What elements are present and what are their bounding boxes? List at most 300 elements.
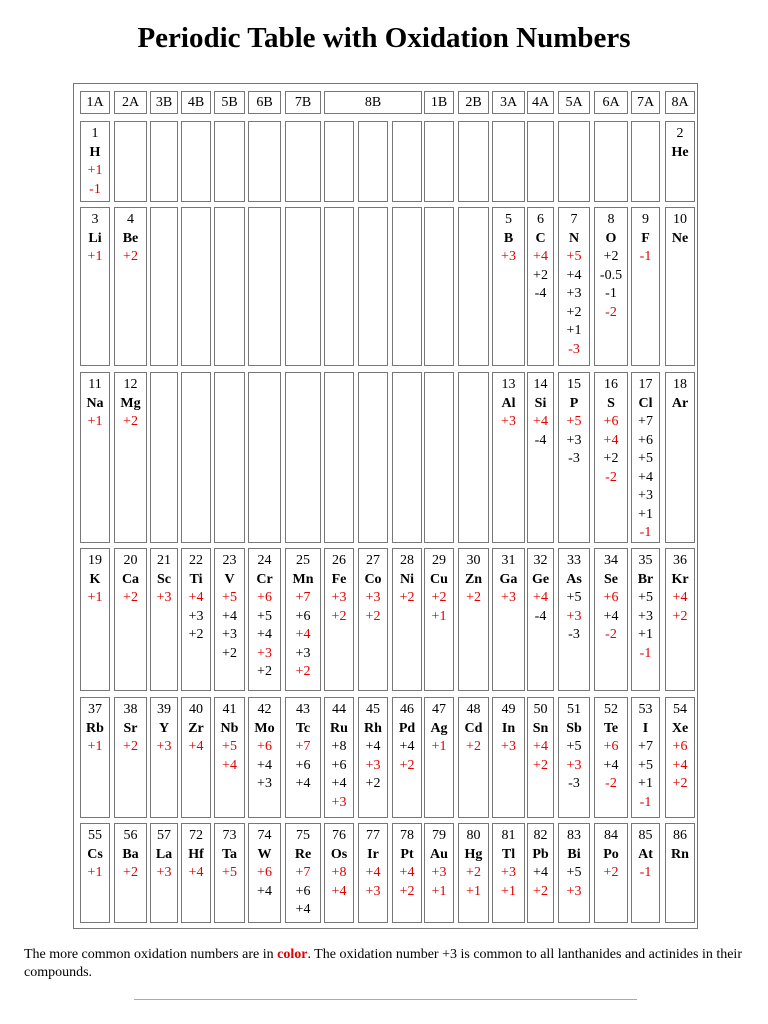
oxidation-number: +4 xyxy=(295,627,311,642)
oxidation-number: +2 xyxy=(123,865,138,880)
element-symbol: Te xyxy=(603,720,619,736)
element-symbol: K xyxy=(89,571,101,587)
oxidation-number: +3 xyxy=(566,757,582,773)
oxidation-number: -3 xyxy=(568,627,580,642)
atomic-number: 41 xyxy=(222,702,237,717)
element-cell xyxy=(665,207,695,366)
oxidation-number: +2 xyxy=(257,664,272,679)
element-cell xyxy=(631,207,660,366)
element-symbol: Cl xyxy=(638,395,653,411)
oxidation-number: -3 xyxy=(568,341,580,357)
empty-cell xyxy=(392,207,422,366)
oxidation-number: +3 xyxy=(566,286,582,301)
empty-cell xyxy=(458,372,489,543)
atomic-number: 28 xyxy=(400,553,414,568)
group-header: 4A xyxy=(527,91,554,114)
element-symbol: O xyxy=(605,230,617,246)
element-cell xyxy=(150,823,178,923)
atomic-number: 80 xyxy=(466,828,481,843)
atomic-number: 72 xyxy=(189,828,203,843)
group-header: 2B xyxy=(458,91,489,114)
element-symbol: Zr xyxy=(188,720,204,736)
atomic-number: 47 xyxy=(432,702,446,717)
empty-cell xyxy=(181,207,211,366)
empty-cell xyxy=(631,121,660,202)
atomic-number: 44 xyxy=(332,702,346,717)
element-cell xyxy=(527,372,554,543)
element-cell xyxy=(631,548,660,691)
element-cell xyxy=(527,697,554,818)
element-cell xyxy=(248,697,281,818)
oxidation-number: +1 xyxy=(87,590,103,605)
element-cell xyxy=(392,697,422,818)
empty-cell xyxy=(424,121,454,202)
element-cell xyxy=(424,548,454,691)
empty-cell xyxy=(358,121,388,202)
empty-cell xyxy=(150,207,178,366)
oxidation-number: +6 xyxy=(603,414,619,429)
element-symbol: Co xyxy=(364,571,382,587)
oxidation-number: +6 xyxy=(638,432,653,448)
group-header: 7B xyxy=(285,91,321,114)
element-cell xyxy=(558,372,590,543)
element-symbol: Hg xyxy=(464,846,483,862)
element-symbol: P xyxy=(569,395,579,411)
oxidation-number: +2 xyxy=(399,883,415,899)
element-cell xyxy=(150,548,178,691)
group-header: 6B xyxy=(248,91,281,114)
oxidation-number: +7 xyxy=(295,739,311,754)
element-symbol: At xyxy=(638,846,653,862)
oxidation-number: +1 xyxy=(87,739,103,754)
atomic-number: 43 xyxy=(296,702,310,717)
oxidation-number: -0.5 xyxy=(599,267,623,283)
group-header: 3A xyxy=(492,91,525,114)
oxidation-number: +5 xyxy=(222,865,237,880)
element-cell xyxy=(80,823,110,923)
oxidation-number: +3 xyxy=(501,249,516,264)
oxidation-number: +2 xyxy=(603,865,619,880)
atomic-number: 75 xyxy=(296,828,310,843)
footnote-text: The more common oxidation numbers are in xyxy=(24,947,278,962)
empty-cell xyxy=(214,372,245,543)
element-cell xyxy=(631,823,660,923)
oxidation-number: +4 xyxy=(331,776,347,791)
oxidation-number: +2 xyxy=(566,304,582,320)
footnote-color-word: color xyxy=(277,947,308,962)
element-symbol: As xyxy=(566,571,582,587)
empty-cell xyxy=(324,121,354,202)
atomic-number: 39 xyxy=(157,702,171,717)
group-header: 8B xyxy=(324,91,422,114)
atomic-number: 23 xyxy=(222,553,237,568)
oxidation-number: +3 xyxy=(188,608,204,624)
element-cell xyxy=(527,823,554,923)
element-symbol: W xyxy=(257,846,272,862)
oxidation-number: +1 xyxy=(431,739,447,754)
element-cell xyxy=(181,548,211,691)
element-symbol: Cr xyxy=(256,571,273,587)
oxidation-number: +4 xyxy=(672,590,688,605)
oxidation-number: +2 xyxy=(466,739,481,754)
element-cell xyxy=(558,697,590,818)
element-cell xyxy=(631,697,660,818)
group-header: 5B xyxy=(214,91,245,114)
oxidation-number: +6 xyxy=(257,590,272,605)
atomic-number: 74 xyxy=(257,828,272,843)
element-cell xyxy=(358,548,388,691)
oxidation-number: +6 xyxy=(603,590,619,605)
atomic-number: 15 xyxy=(567,377,581,392)
element-symbol: Y xyxy=(158,720,170,736)
element-symbol: Sc xyxy=(157,571,171,587)
oxidation-number: +5 xyxy=(222,739,237,754)
oxidation-number: +2 xyxy=(466,590,481,605)
element-cell xyxy=(458,548,489,691)
element-symbol: Zn xyxy=(464,571,483,587)
atomic-number: 42 xyxy=(257,702,272,717)
element-cell xyxy=(324,823,354,923)
element-symbol: Tl xyxy=(501,846,516,862)
element-symbol: H xyxy=(89,144,101,160)
oxidation-number: +3 xyxy=(257,776,272,791)
oxidation-number: +2 xyxy=(533,267,548,283)
oxidation-number: +2 xyxy=(222,645,237,661)
element-symbol: Ga xyxy=(499,571,518,587)
element-cell xyxy=(492,207,525,366)
oxidation-number: +1 xyxy=(87,865,103,880)
element-symbol: Ru xyxy=(330,720,348,736)
element-cell xyxy=(80,121,110,202)
empty-cell xyxy=(594,121,628,202)
oxidation-number: +3 xyxy=(501,590,516,605)
oxidation-number: -4 xyxy=(534,286,547,301)
atomic-number: 31 xyxy=(501,553,516,568)
oxidation-number: +4 xyxy=(672,757,688,773)
oxidation-number: +3 xyxy=(222,627,237,642)
atomic-number: 20 xyxy=(123,553,138,568)
element-symbol: La xyxy=(155,846,173,862)
group-header: 7A xyxy=(631,91,660,114)
element-symbol: Au xyxy=(430,846,448,862)
atomic-number: 5 xyxy=(505,212,512,227)
element-cell xyxy=(358,697,388,818)
element-cell xyxy=(665,548,695,691)
element-cell xyxy=(424,823,454,923)
element-cell xyxy=(594,548,628,691)
element-symbol: N xyxy=(568,230,580,246)
atomic-number: 40 xyxy=(189,702,203,717)
atomic-number: 12 xyxy=(123,377,138,392)
atomic-number: 50 xyxy=(533,702,548,717)
oxidation-number: +6 xyxy=(295,608,311,624)
empty-cell xyxy=(358,207,388,366)
element-symbol: Po xyxy=(603,846,619,862)
atomic-number: 27 xyxy=(366,553,380,568)
element-symbol: Ta xyxy=(221,846,238,862)
element-cell xyxy=(558,548,590,691)
atomic-number: 54 xyxy=(673,702,687,717)
oxidation-number: +7 xyxy=(638,739,653,754)
element-symbol: V xyxy=(224,571,235,587)
empty-cell xyxy=(248,372,281,543)
atomic-number: 53 xyxy=(638,702,653,717)
element-cell xyxy=(181,823,211,923)
group-header: 8A xyxy=(665,91,695,114)
oxidation-number: +1 xyxy=(638,506,653,522)
element-cell xyxy=(114,207,147,366)
oxidation-number: +2 xyxy=(672,608,688,624)
oxidation-number: +4 xyxy=(257,757,272,773)
element-symbol: Cd xyxy=(464,720,483,736)
element-symbol: Pt xyxy=(400,846,414,862)
element-symbol: Cu xyxy=(430,571,448,587)
atomic-number: 52 xyxy=(604,702,618,717)
atomic-number: 38 xyxy=(123,702,138,717)
element-cell xyxy=(248,548,281,691)
element-cell xyxy=(424,697,454,818)
atomic-number: 46 xyxy=(400,702,414,717)
oxidation-number: +4 xyxy=(566,267,582,283)
oxidation-number: +2 xyxy=(123,739,138,754)
empty-cell xyxy=(527,121,554,202)
oxidation-number: +6 xyxy=(331,757,347,773)
oxidation-number: +5 xyxy=(222,590,237,605)
oxidation-number: +4 xyxy=(603,757,619,773)
oxidation-number: +6 xyxy=(257,739,272,754)
atomic-number: 49 xyxy=(501,702,516,717)
oxidation-number: -1 xyxy=(639,525,652,540)
atomic-number: 33 xyxy=(567,553,581,568)
element-cell xyxy=(392,548,422,691)
atomic-number: 24 xyxy=(257,553,272,568)
oxidation-number: +3 xyxy=(501,414,516,429)
oxidation-number: +2 xyxy=(188,627,204,642)
empty-cell xyxy=(424,207,454,366)
oxidation-number: +2 xyxy=(466,865,481,880)
oxidation-number: +2 xyxy=(295,664,311,679)
oxidation-number: +4 xyxy=(188,865,204,880)
element-cell xyxy=(558,207,590,366)
oxidation-number: +5 xyxy=(638,451,653,466)
oxidation-number: -2 xyxy=(605,776,617,791)
element-symbol: Rn xyxy=(671,846,689,862)
element-cell xyxy=(665,697,695,818)
element-symbol: Cs xyxy=(87,846,103,862)
empty-cell xyxy=(424,372,454,543)
oxidation-number: +1 xyxy=(566,323,582,338)
oxidation-number: +3 xyxy=(156,590,172,605)
atomic-number: 6 xyxy=(537,212,544,227)
oxidation-number: +3 xyxy=(257,645,272,661)
element-cell xyxy=(631,372,660,543)
element-symbol: Ag xyxy=(430,720,448,736)
oxidation-number: +2 xyxy=(533,883,548,899)
element-cell xyxy=(114,372,147,543)
atomic-number: 36 xyxy=(673,553,687,568)
oxidation-number: +3 xyxy=(566,432,582,448)
oxidation-number: -3 xyxy=(568,451,580,466)
oxidation-number: +2 xyxy=(533,757,548,773)
group-header: 1A xyxy=(80,91,110,114)
oxidation-number: +3 xyxy=(156,865,172,880)
oxidation-number: +5 xyxy=(566,865,582,880)
element-cell xyxy=(150,697,178,818)
element-cell xyxy=(285,823,321,923)
oxidation-number: +2 xyxy=(603,249,619,264)
empty-cell xyxy=(324,207,354,366)
oxidation-number: +4 xyxy=(188,590,204,605)
oxidation-number: -3 xyxy=(568,776,580,791)
oxidation-number: +3 xyxy=(331,590,347,605)
atomic-number: 56 xyxy=(123,828,138,843)
element-cell xyxy=(665,121,695,202)
oxidation-number: +1 xyxy=(87,163,103,178)
element-symbol: Rh xyxy=(364,720,382,736)
oxidation-number: +5 xyxy=(638,757,653,773)
element-cell xyxy=(392,823,422,923)
element-cell xyxy=(527,207,554,366)
element-cell xyxy=(492,372,525,543)
element-symbol: Xe xyxy=(671,720,689,736)
oxidation-number: +4 xyxy=(365,739,381,754)
oxidation-number: +3 xyxy=(638,488,653,503)
oxidation-number: +1 xyxy=(501,883,516,899)
oxidation-number: +5 xyxy=(257,608,272,624)
oxidation-number: +5 xyxy=(566,249,582,264)
oxidation-number: +6 xyxy=(295,883,311,899)
oxidation-number: +3 xyxy=(501,739,516,754)
atomic-number: 22 xyxy=(189,553,203,568)
element-symbol: Sr xyxy=(123,720,138,736)
footnote xyxy=(24,946,749,982)
oxidation-number: +1 xyxy=(431,883,447,899)
element-symbol: Tc xyxy=(295,720,311,736)
atomic-number: 18 xyxy=(673,377,687,392)
atomic-number: 19 xyxy=(88,553,102,568)
empty-cell xyxy=(214,121,245,202)
element-cell xyxy=(214,548,245,691)
oxidation-number: +3 xyxy=(431,865,447,880)
group-header: 3B xyxy=(150,91,178,114)
atomic-number: 37 xyxy=(88,702,102,717)
oxidation-number: +3 xyxy=(566,608,582,624)
empty-cell xyxy=(458,207,489,366)
oxidation-number: -2 xyxy=(605,627,617,642)
atomic-number: 55 xyxy=(88,828,102,843)
element-symbol: Re xyxy=(294,846,312,862)
atomic-number: 84 xyxy=(604,828,618,843)
atomic-number: 78 xyxy=(400,828,414,843)
oxidation-number: +3 xyxy=(638,608,653,624)
atomic-number: 48 xyxy=(466,702,481,717)
oxidation-number: -2 xyxy=(605,304,617,320)
atomic-number: 11 xyxy=(88,377,102,392)
oxidation-number: +4 xyxy=(399,865,415,880)
atomic-number: 86 xyxy=(673,828,687,843)
footnote-text-end: . The oxidation number +3 is common to all lanthanides and actinides in their compounds. xyxy=(24,947,742,980)
element-symbol: I xyxy=(642,720,649,736)
element-symbol: B xyxy=(503,230,514,246)
oxidation-number: +6 xyxy=(672,739,688,754)
atomic-number: 45 xyxy=(366,702,380,717)
oxidation-number: -1 xyxy=(639,794,652,810)
oxidation-number: +4 xyxy=(603,608,619,624)
atomic-number: 83 xyxy=(567,828,581,843)
element-symbol: Se xyxy=(604,571,618,587)
atomic-number: 2 xyxy=(676,126,684,141)
empty-cell xyxy=(392,372,422,543)
element-symbol: Al xyxy=(501,395,516,411)
atomic-number: 1 xyxy=(91,126,99,141)
atomic-number: 4 xyxy=(127,212,134,227)
oxidation-number: +6 xyxy=(603,739,619,754)
periodic-table xyxy=(73,83,698,929)
element-cell xyxy=(114,823,147,923)
oxidation-number: +4 xyxy=(188,739,204,754)
element-symbol: Ne xyxy=(671,230,689,246)
element-symbol: Mn xyxy=(292,571,314,587)
group-header: 2A xyxy=(114,91,147,114)
atomic-number: 21 xyxy=(157,553,171,568)
element-cell xyxy=(665,823,695,923)
oxidation-number: +2 xyxy=(123,414,138,429)
atomic-number: 26 xyxy=(332,553,346,568)
element-cell xyxy=(594,372,628,543)
empty-cell xyxy=(181,121,211,202)
oxidation-number: +4 xyxy=(257,627,272,642)
oxidation-number: +4 xyxy=(295,902,311,917)
empty-cell xyxy=(181,372,211,543)
empty-cell xyxy=(392,121,422,202)
element-symbol: Ir xyxy=(367,846,379,862)
element-symbol: Sb xyxy=(566,720,582,736)
oxidation-number: +3 xyxy=(295,645,311,661)
element-cell xyxy=(214,823,245,923)
oxidation-number: +2 xyxy=(431,590,447,605)
element-symbol: Kr xyxy=(671,571,689,587)
oxidation-number: +3 xyxy=(156,739,172,754)
oxidation-number: -4 xyxy=(534,432,547,448)
oxidation-number: +4 xyxy=(222,757,237,773)
element-symbol: Li xyxy=(88,230,102,246)
element-symbol: In xyxy=(501,720,516,736)
empty-cell xyxy=(150,372,178,543)
oxidation-number: +2 xyxy=(672,776,688,791)
oxidation-number: +3 xyxy=(331,794,347,810)
element-symbol: Fe xyxy=(331,571,347,587)
oxidation-number: -4 xyxy=(534,608,547,624)
element-cell xyxy=(80,207,110,366)
oxidation-number: +8 xyxy=(331,739,347,754)
oxidation-number: -1 xyxy=(639,249,652,264)
oxidation-number: +4 xyxy=(222,608,237,624)
element-symbol: Os xyxy=(330,846,348,862)
oxidation-number: +1 xyxy=(638,627,653,642)
element-symbol: Br xyxy=(637,571,654,587)
element-cell xyxy=(80,372,110,543)
atomic-number: 51 xyxy=(567,702,581,717)
atomic-number: 30 xyxy=(466,553,481,568)
element-cell xyxy=(285,697,321,818)
oxidation-number: -1 xyxy=(605,286,617,301)
element-cell xyxy=(458,823,489,923)
element-symbol: Pd xyxy=(398,720,416,736)
oxidation-number: +3 xyxy=(365,590,381,605)
oxidation-number: +3 xyxy=(566,883,582,899)
oxidation-number: -1 xyxy=(89,181,101,197)
atomic-number: 35 xyxy=(638,553,653,568)
